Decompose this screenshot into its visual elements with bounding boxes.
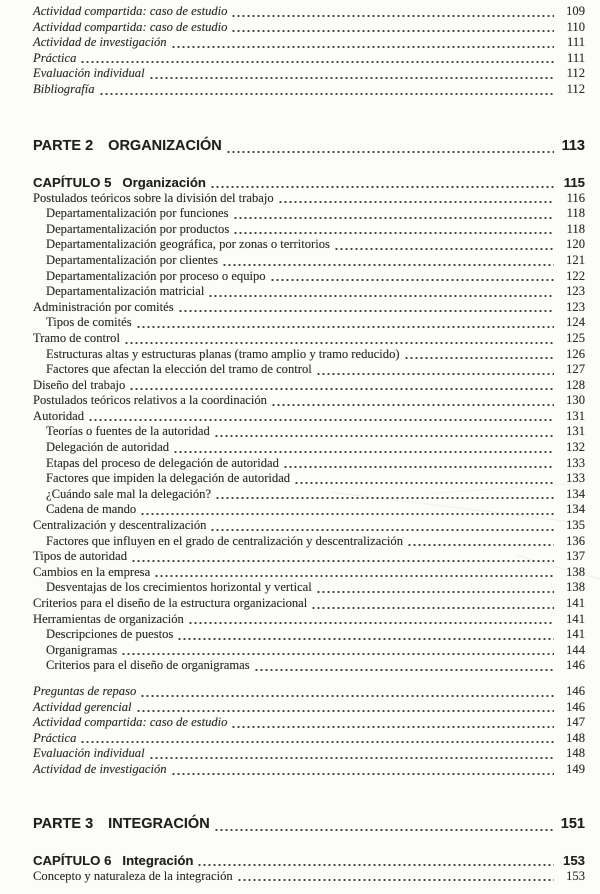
toc-entry: [33, 20, 585, 36]
dot-leader: [278, 200, 554, 204]
dot-leader: [226, 150, 554, 154]
chapter-prefix: CAPÍTULO 6: [33, 852, 112, 868]
part-title: INTEGRACIÓN: [108, 815, 210, 832]
toc-entry-label: Departamentalización por proceso o equipo: [46, 268, 266, 283]
toc-entry: [33, 658, 585, 674]
toc-entry-label: Evaluación individual: [33, 746, 145, 761]
toc-entry-label: Criterios para el diseño de la estructura organizacional: [33, 596, 308, 610]
page-number: 111: [567, 35, 585, 50]
toc-entry: [33, 762, 585, 778]
dot-leader: [140, 694, 554, 698]
toc-entry: [33, 487, 585, 503]
toc-entry-label: Práctica: [33, 730, 77, 745]
dot-leader: [171, 772, 554, 776]
dot-leader: [136, 325, 554, 329]
toc-entry-label: Herramientas de organización: [33, 611, 184, 626]
page-number: 111: [567, 50, 585, 65]
toc-entry: [33, 643, 585, 659]
toc-entry-label: Desventajas de los crecimientos horizontal y vertical: [46, 580, 312, 595]
toc-entry-label: Descripciones de puestos: [46, 627, 174, 642]
dot-leader: [231, 29, 554, 33]
toc-entry: [33, 580, 585, 596]
toc-entry-label: Administración por comités: [33, 299, 174, 314]
page-number: 113: [561, 137, 585, 154]
page-number: 118: [566, 206, 585, 221]
toc-entry: [33, 596, 585, 612]
page-number: 123: [566, 284, 585, 299]
page-number: 146: [566, 683, 585, 698]
page-number: 120: [566, 237, 585, 252]
dot-leader: [154, 574, 554, 578]
toc-entry: [33, 869, 585, 885]
dot-leader: [222, 263, 554, 267]
toc-entry-label: Postulados teóricos sobre la división del trabajo: [33, 190, 274, 205]
toc-entry: [33, 66, 585, 82]
toc-entry: [33, 456, 585, 472]
page-number: 148: [566, 730, 585, 745]
dot-leader: [271, 403, 554, 407]
dot-leader: [311, 606, 554, 610]
toc-entry-label: Centralización y descentralización: [33, 518, 207, 533]
toc-chapter-heading: [33, 174, 585, 191]
dot-leader: [171, 45, 554, 49]
toc-entry: [33, 300, 585, 316]
toc-entry-label: Práctica: [33, 50, 77, 65]
toc-entry-label: Factores que afectan la elección del tramo de control: [46, 362, 312, 377]
toc-entry: [33, 269, 585, 285]
page-number: 115: [563, 174, 585, 190]
page-number: 134: [566, 502, 585, 517]
page-number: 122: [566, 268, 585, 283]
toc-list: [33, 4, 585, 884]
dot-leader: [140, 512, 554, 516]
toc-entry-label: ¿Cuándo sale mal la delegación?: [46, 486, 212, 501]
toc-entry: [33, 191, 585, 207]
dot-leader: [99, 92, 554, 96]
toc-entry: [33, 715, 585, 731]
toc-entry: [33, 424, 585, 440]
dot-leader: [129, 387, 554, 391]
toc-entry-label: Preguntas de repaso: [33, 683, 137, 698]
dot-leader: [210, 528, 554, 532]
dot-leader: [231, 725, 554, 729]
page-number: 141: [566, 611, 585, 626]
page-number: 147: [566, 715, 585, 730]
toc-entry-label: Etapas del proceso de delegación de autoridad: [46, 455, 279, 470]
toc-entry-label: Tipos de comités: [46, 315, 132, 330]
toc-entry-label: Autoridad: [33, 408, 85, 423]
toc-part-heading: [33, 136, 585, 156]
page-number: 110: [566, 19, 585, 34]
toc-entry: [33, 393, 585, 409]
dot-leader: [214, 828, 554, 832]
page-number: 127: [566, 362, 585, 377]
dot-leader: [231, 14, 554, 18]
toc-entry-label: Departamentalización por productos: [46, 221, 230, 236]
page-number: 133: [566, 455, 585, 470]
toc-entry-label: Evaluación individual: [33, 66, 145, 81]
page-number: 136: [566, 533, 585, 548]
page-number: 130: [566, 393, 585, 408]
dot-leader: [178, 309, 554, 313]
toc-entry: [33, 222, 585, 238]
dot-leader: [283, 465, 554, 469]
toc-entry: [33, 502, 585, 518]
page-number: 116: [566, 190, 585, 205]
page-number: 144: [566, 642, 585, 657]
dot-leader: [197, 863, 554, 867]
toc-entry-label: Departamentalización geográfica, por zonas o territorios: [46, 237, 330, 252]
toc-entry-label: Delegación de autoridad: [46, 440, 170, 455]
toc-entry-label: Actividad compartida: caso de estudio: [33, 19, 228, 34]
toc-entry-label: Factores que influyen en el grado de centralización y descentralización: [46, 533, 404, 548]
dot-leader: [124, 341, 554, 345]
toc-entry-label: Departamentalización matricial: [46, 284, 205, 299]
page-number: 132: [566, 440, 585, 455]
page-number: 131: [566, 408, 585, 423]
toc-entry: [33, 82, 585, 98]
dot-leader: [233, 231, 554, 235]
toc-entry-label: Diseño del trabajo: [33, 377, 126, 392]
page-number: 125: [566, 330, 585, 345]
dot-leader: [407, 543, 554, 547]
chapter-title: Integración: [122, 852, 194, 868]
toc-entry: [33, 206, 585, 222]
toc-entry-label: Actividad compartida: caso de estudio: [33, 4, 228, 18]
toc-entry: [33, 4, 585, 20]
toc-entry-label: Estructuras altas y estructuras planas (tramo amplio y tramo reducido): [46, 346, 400, 361]
dot-leader: [316, 372, 554, 376]
dot-leader: [80, 740, 554, 744]
toc-entry: [33, 35, 585, 51]
dot-leader: [334, 247, 554, 251]
toc-entry: [33, 347, 585, 363]
toc-entry: [33, 549, 585, 565]
toc-entry-label: Tipos de autoridad: [33, 549, 127, 564]
toc-entry-label: Actividad compartida: caso de estudio: [33, 715, 228, 730]
page-number: 149: [566, 761, 585, 776]
page-number: 137: [566, 549, 585, 564]
page-number: 109: [566, 4, 585, 18]
toc-entry: [33, 253, 585, 269]
dot-leader: [188, 621, 554, 625]
part-prefix: PARTE 3: [33, 815, 94, 832]
page-number: 146: [566, 699, 585, 714]
dot-leader: [177, 637, 554, 641]
dot-leader: [121, 652, 554, 656]
page-number: 138: [566, 564, 585, 579]
page-number: 131: [566, 424, 585, 439]
toc-entry-label: Departamentalización por clientes: [46, 252, 219, 267]
page-number: 126: [566, 346, 585, 361]
dot-leader: [210, 185, 554, 189]
page-number: 146: [566, 658, 585, 673]
toc-entry-label: Tramo de control: [33, 330, 120, 345]
dot-leader: [88, 418, 554, 422]
page-number: 135: [566, 518, 585, 533]
toc-entry: [33, 237, 585, 253]
dot-leader: [131, 559, 554, 563]
page-number: 124: [566, 315, 585, 330]
toc-entry: [33, 684, 585, 700]
toc-entry: [33, 331, 585, 347]
toc-entry-label: Departamentalización por funciones: [46, 206, 229, 221]
toc-entry: [33, 612, 585, 628]
page-number: 141: [566, 596, 585, 610]
page-number: 121: [566, 252, 585, 267]
page-number: 148: [566, 746, 585, 761]
toc-part-heading: [33, 814, 585, 834]
toc-entry-label: Concepto y naturaleza de la integración: [33, 868, 233, 883]
toc-entry: [33, 315, 585, 331]
toc-entry-label: Criterios para el diseño de organigramas: [46, 658, 250, 673]
page-number: 153: [562, 852, 585, 868]
toc-entry-label: Actividad gerencial: [33, 699, 132, 714]
page-number: 133: [566, 471, 585, 486]
toc-entry: [33, 565, 585, 581]
toc-entry: [33, 378, 585, 394]
toc-entry-label: Actividad de investigación: [33, 761, 167, 776]
page-number: 112: [566, 81, 585, 96]
toc-entry-label: Postulados teóricos relativos a la coordinación: [33, 393, 267, 408]
toc-entry: [33, 409, 585, 425]
dot-leader: [237, 878, 554, 882]
dot-leader: [294, 481, 554, 485]
toc-entry-label: Teorías o fuentes de la autoridad: [46, 424, 210, 439]
dot-leader: [404, 356, 554, 360]
toc-entry: [33, 51, 585, 67]
page-number: 128: [566, 377, 585, 392]
toc-entry: [33, 518, 585, 534]
dot-leader: [208, 294, 554, 298]
part-title: ORGANIZACIÓN: [108, 137, 222, 154]
page-number: 138: [566, 580, 585, 595]
toc-entry: [33, 700, 585, 716]
dot-leader: [173, 450, 554, 454]
dot-leader: [80, 60, 554, 64]
toc-entry-label: Organigramas: [46, 642, 118, 657]
page-number: 118: [566, 221, 585, 236]
dot-leader: [233, 216, 554, 220]
toc-entry: [33, 534, 585, 550]
dot-leader: [270, 278, 554, 282]
toc-entry-label: Cadena de mando: [46, 502, 137, 517]
page-number: 153: [566, 868, 585, 883]
toc-entry-label: Bibliografía: [33, 81, 95, 96]
toc-entry-label: Factores que impiden la delegación de autoridad: [46, 471, 291, 486]
toc-entry: [33, 440, 585, 456]
chapter-prefix: CAPÍTULO 5: [33, 174, 112, 190]
toc-chapter-heading: [33, 852, 585, 869]
toc-entry: [33, 362, 585, 378]
page-number: 112: [566, 66, 585, 81]
toc-entry: [33, 627, 585, 643]
dot-leader: [214, 434, 554, 438]
dot-leader: [316, 590, 554, 594]
toc-entry-label: Cambios en la empresa: [33, 564, 151, 579]
dot-leader: [149, 756, 554, 760]
toc-entry: [33, 471, 585, 487]
part-prefix: PARTE 2: [33, 137, 94, 154]
toc-entry: [33, 746, 585, 762]
page-number: 123: [566, 299, 585, 314]
dot-leader: [149, 76, 554, 80]
page-number: 134: [566, 486, 585, 501]
dot-leader: [215, 496, 554, 500]
page-number: 151: [560, 815, 585, 832]
dot-leader: [254, 668, 554, 672]
toc-entry: [33, 731, 585, 747]
dot-leader: [136, 709, 555, 713]
page-number: 141: [566, 627, 585, 642]
toc-entry: [33, 284, 585, 300]
toc-entry-label: Actividad de investigación: [33, 35, 167, 50]
chapter-title: Organización: [122, 174, 206, 190]
